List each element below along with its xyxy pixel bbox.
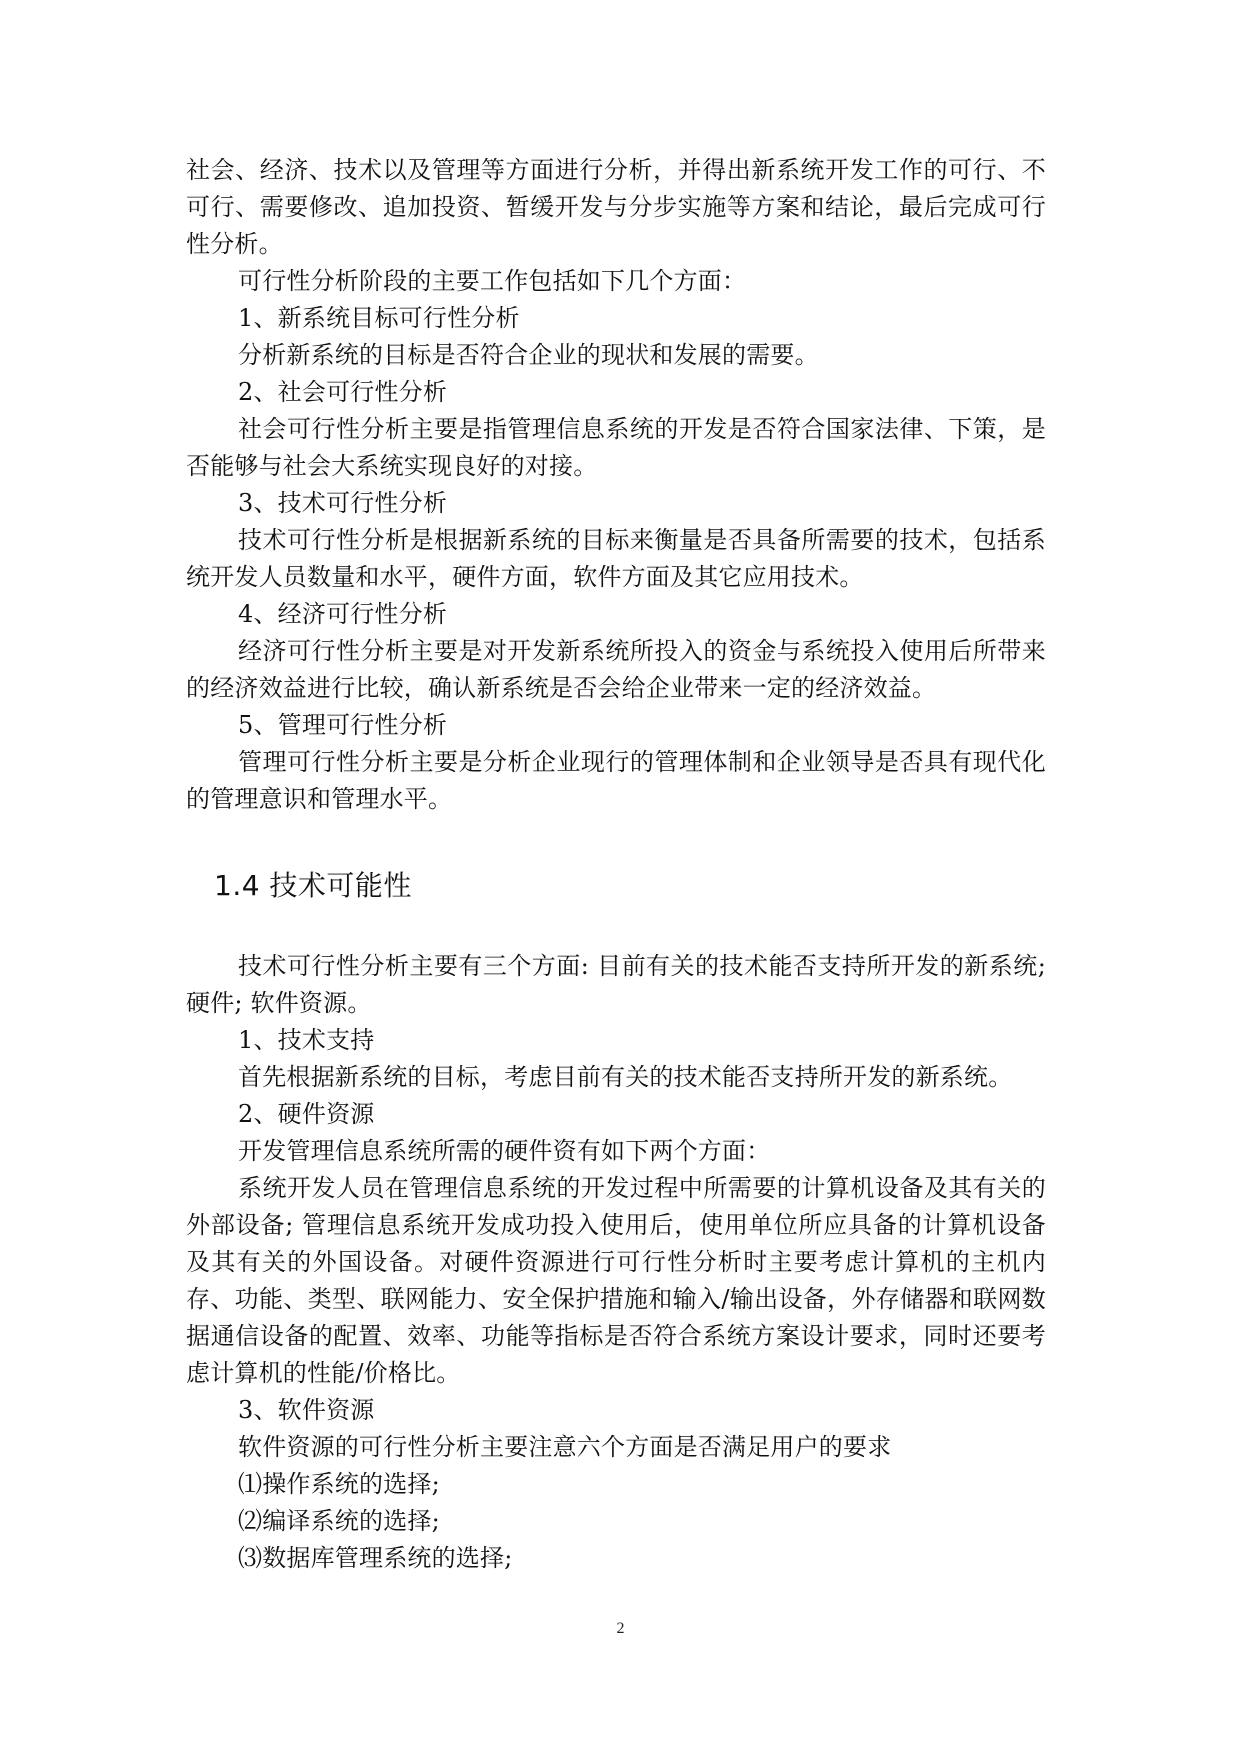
paragraph-tech-overview: 技术可行性分析主要有三个方面: 目前有关的技术能否支持所开发的新系统; 硬件; 软件资源。 xyxy=(186,952,1046,1017)
list-item-heading-4: 4、经济可行性分析 xyxy=(238,600,448,628)
list-item-software: 3、软件资源 xyxy=(238,1396,375,1424)
list-item-heading-5: 5、管理可行性分析 xyxy=(238,711,448,739)
paragraph-intro-continuation: 社会、经济、技术以及管理等方面进行分析，并得出新系统开发工作的可行、不可行、需要修改、追加投资、暂缓开发与分步实施等方案和结论，最后完成可行性分析。 xyxy=(186,156,1046,258)
paragraph-feasibility-overview: 可行性分析阶段的主要工作包括如下几个方面： xyxy=(238,267,747,295)
list-item-heading-1: 1、新系统目标可行性分析 xyxy=(238,304,520,332)
paragraph-hardware-intro: 开发管理信息系统所需的硬件资有如下两个方面： xyxy=(238,1137,771,1165)
paragraph-technical-feasibility: 技术可行性分析是根据新系统的目标来衡量是否具备所需要的技术，包括系统开发人员数量和水平，硬件方面，软件方面及其它应用技术。 xyxy=(186,526,1046,591)
list-item-dbms-selection: ⑶数据库管理系统的选择; xyxy=(238,1544,513,1572)
paragraph-goal-feasibility: 分析新系统的目标是否符合企业的现状和发展的需要。 xyxy=(238,341,819,369)
paragraph-software-intro: 软件资源的可行性分析主要注意六个方面是否满足用户的要求 xyxy=(238,1433,892,1461)
list-item-os-selection: ⑴操作系统的选择; xyxy=(238,1470,440,1498)
list-item-tech-support: 1、技术支持 xyxy=(238,1026,375,1054)
paragraph-hardware-detail: 系统开发人员在管理信息系统的开发过程中所需要的计算机设备及其有关的外部设备; 管理信息系统开发成功投入使用后，使用单位所应具备的计算机设备及其有关的外国设备。对硬件资源进行可行性分析时主要考虑计算机的主机内存、功能、类型、联网能力、安全保护措施和输入/输出设备，外存储器和联网数据通信设备的配置、效率、功能等指标是否符合系统方案设计要求，同时还要考虑计算机的性能/价格比。 xyxy=(186,1174,1046,1387)
list-item-heading-2: 2、社会可行性分析 xyxy=(238,378,448,406)
paragraph-social-feasibility: 社会可行性分析主要是指管理信息系统的开发是否符合国家法律、下策，是否能够与社会大系统实现良好的对接。 xyxy=(186,415,1046,480)
list-item-hardware: 2、硬件资源 xyxy=(238,1100,375,1128)
paragraph-management-feasibility: 管理可行性分析主要是分析企业现行的管理体制和企业领导是否具有现代化的管理意识和管理水平。 xyxy=(186,748,1046,813)
paragraph-tech-support: 首先根据新系统的目标，考虑目前有关的技术能否支持所开发的新系统。 xyxy=(238,1063,1013,1091)
paragraph-economic-feasibility: 经济可行性分析主要是对开发新系统所投入的资金与系统投入使用后所带来的经济效益进行比较，确认新系统是否会给企业带来一定的经济效益。 xyxy=(186,637,1046,702)
list-item-compiler-selection: ⑵编译系统的选择; xyxy=(238,1507,440,1535)
section-heading: 1.4 技术可能性 xyxy=(214,869,412,902)
page-number: 2 xyxy=(616,1620,625,1637)
list-item-heading-3: 3、技术可行性分析 xyxy=(238,489,448,517)
page-content xyxy=(186,152,1046,1577)
